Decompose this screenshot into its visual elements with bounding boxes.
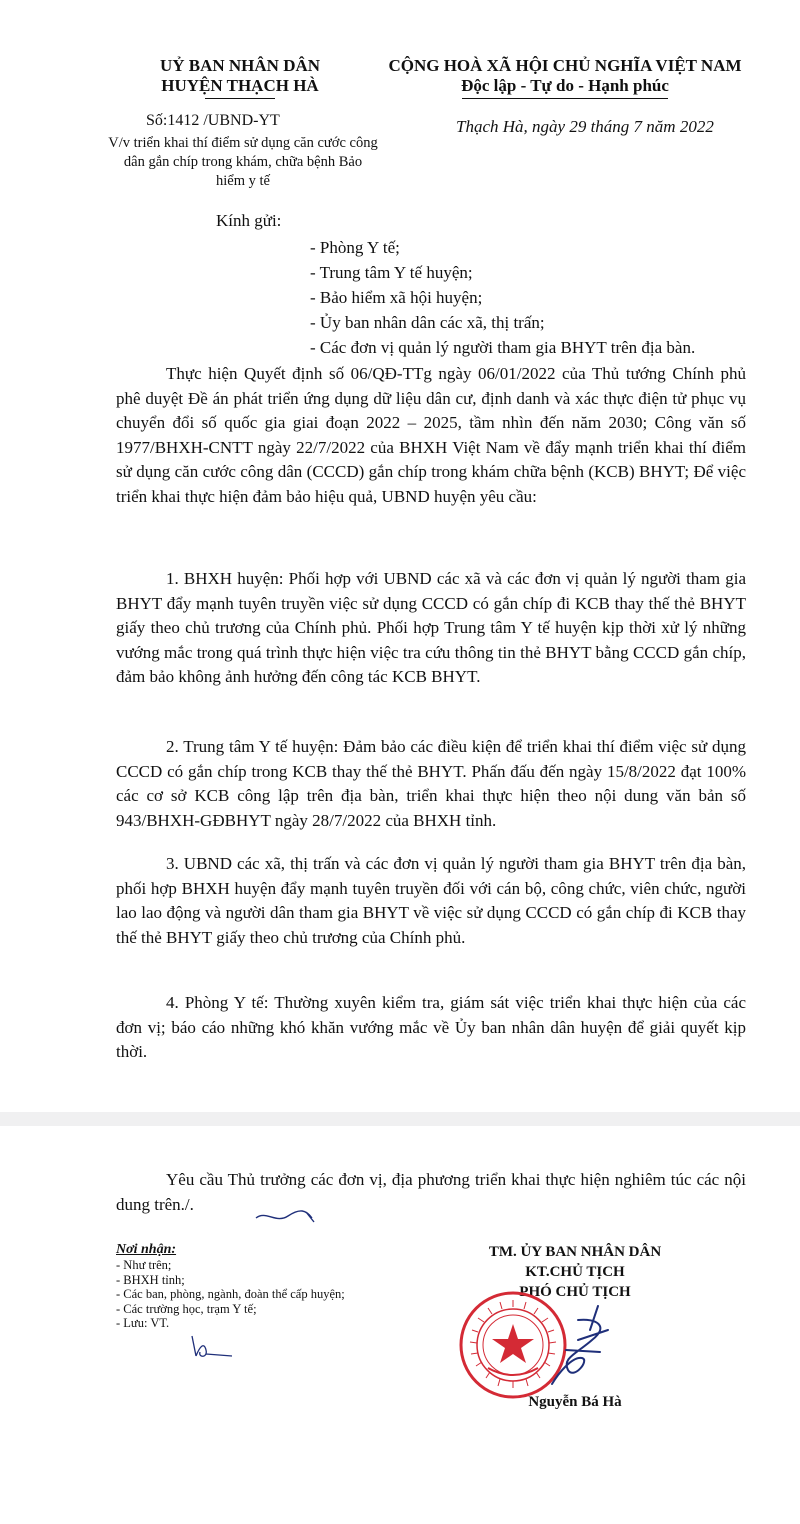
addressee-item: - Bảo hiểm xã hội huyện; bbox=[310, 288, 483, 307]
addressee-item: - Ủy ban nhân dân các xã, thị trấn; bbox=[310, 313, 545, 332]
recipients-block bbox=[116, 1242, 345, 1331]
addressee-item: - Các đơn vị quản lý người tham gia BHYT trên địa bàn. bbox=[310, 338, 696, 357]
addressee-item: - Trung tâm Y tế huyện; bbox=[310, 263, 473, 282]
closing-paragraph bbox=[116, 1168, 746, 1217]
signature-line1: TM. ỦY BAN NHÂN DÂN bbox=[488, 1244, 662, 1260]
recipients-list bbox=[116, 1258, 345, 1331]
issuing-authority bbox=[110, 56, 370, 99]
authority-line2: HUYỆN THẠCH HÀ bbox=[161, 76, 319, 95]
recipient-item: - BHXH tỉnh; bbox=[116, 1272, 185, 1287]
nation-name: CỘNG HOÀ XÃ HỘI CHỦ NGHĨA VIỆT NAM bbox=[388, 56, 742, 75]
authority-line1: UỶ BAN NHÂN DÂN bbox=[159, 56, 321, 75]
nation-motto: Độc lập - Tự do - Hạnh phúc bbox=[461, 76, 669, 95]
signature-line2: KT.CHỦ TỊCH bbox=[525, 1264, 625, 1280]
recipient-item: - Lưu: VT. bbox=[116, 1316, 170, 1330]
document-subject: V/v triển khai thí điểm sử dụng căn cước công dân gắn chíp trong khám, chữa bệnh Bảo hiểm y tế bbox=[108, 135, 378, 189]
body-intro-text: Thực hiện Quyết định số 06/QĐ-TTg ngày 06/01/2022 của Thủ tướng Chính phủ phê duyệt Đề án phát triển ứng dụng dữ liệu dân cư, định danh và xác thực điện tử phục vụ chuyển đổi số quốc gia giai đoạn 2022 – 2025, tầm nhìn đến năm 2030; Công văn số 1977/BHXH-CNTT ngày 22/7/2022 của BHXH Việt Nam về đẩy mạnh triển khai thí điểm sử dụng căn cước công dân (CCCD) gắn chíp trong khám chữa bệnh (KCB) BHYT; Để việc triển khai thực hiện đảm bảo hiệu quả, UBND huyện yêu cầu: bbox=[116, 364, 746, 506]
body-item-1 bbox=[116, 567, 746, 690]
authority-underline bbox=[205, 98, 275, 99]
recipients-title: Nơi nhận: bbox=[116, 1242, 177, 1257]
addressee-item: - Phòng Y tế; bbox=[310, 238, 400, 257]
document-number: Số:1412 /UBND-YT bbox=[146, 112, 280, 129]
body-item-3 bbox=[116, 852, 746, 950]
recipient-item: - Các ban, phòng, ngành, đoàn thể cấp huyện; bbox=[116, 1287, 345, 1301]
motto-underline bbox=[462, 98, 668, 99]
body-item-4-text: 4. Phòng Y tế: Thường xuyên kiểm tra, giám sát việc triển khai thực hiện của các đơn vị; báo cáo những khó khăn vướng mắc về Ủy ban nhân dân huyện để giải quyết kịp thời. bbox=[116, 993, 746, 1062]
body-intro bbox=[116, 362, 746, 510]
handwritten-signature-icon bbox=[538, 1300, 618, 1390]
body-item-1-text: 1. BHXH huyện: Phối hợp với UBND các xã và các đơn vị quản lý người tham gia BHYT đẩy mạnh tuyên truyền việc sử dụng CCCD có gắn chíp đi KCB thay thế thẻ BHYT giấy theo chủ trương của Chính phủ. Phối hợp Trung tâm Y tế huyện kịp thời xử lý những vướng mắc trong quá trình thực hiện việc tra cứu thông tin thẻ BHYT bằng CCCD gắn chíp, đảm bảo không ảnh hưởng đến công tác KCB BHYT. bbox=[116, 569, 746, 687]
body-item-2-text: 2. Trung tâm Y tế huyện: Đảm bảo các điều kiện để triển khai thí điểm việc sử dụng CCCD có gắn chíp trong KCB thay thế thẻ BHYT. Phấn đấu đến ngày 15/8/2022 đạt 100% các cơ sở KCB công lập trên địa bàn, triển khai thực hiện theo nội dung văn bản số 943/BHXH-GĐBHYT ngày 28/7/2022 của BHXH tỉnh. bbox=[116, 737, 746, 830]
signer-name: Nguyễn Bá Hà bbox=[528, 1394, 622, 1410]
closing-text: Yêu cầu Thủ trưởng các đơn vị, địa phương triển khai thực hiện nghiêm túc các nội dung trên./. bbox=[116, 1170, 746, 1214]
recipient-item: - Các trường học, trạm Y tế; bbox=[116, 1301, 257, 1316]
initial-flourish-icon bbox=[254, 1206, 324, 1226]
body-item-4 bbox=[116, 991, 746, 1065]
body-item-3-text: 3. UBND các xã, thị trấn và các đơn vị quản lý người tham gia BHYT trên địa bàn, phối hợp BHXH huyện đẩy mạnh tuyên truyền đối với cán bộ, công chức, viên chức, người lao lao động và người dân tham gia BHYT về việc sử dụng CCCD có gắn chíp đi KCB thay thế thẻ BHYT giấy theo chủ trương của Chính phủ. bbox=[116, 854, 746, 947]
document-date: Thạch Hà, ngày 29 tháng 7 năm 2022 bbox=[456, 117, 714, 136]
signature-line3: PHÓ CHỦ TỊCH bbox=[519, 1284, 631, 1300]
addressees-title: Kính gửi: bbox=[216, 211, 282, 230]
initials-signature-icon bbox=[186, 1332, 236, 1362]
body-item-2 bbox=[116, 735, 746, 833]
page-break bbox=[0, 1112, 800, 1126]
national-heading bbox=[360, 56, 770, 99]
addressees-list bbox=[310, 235, 695, 360]
recipient-item: - Như trên; bbox=[116, 1258, 172, 1272]
